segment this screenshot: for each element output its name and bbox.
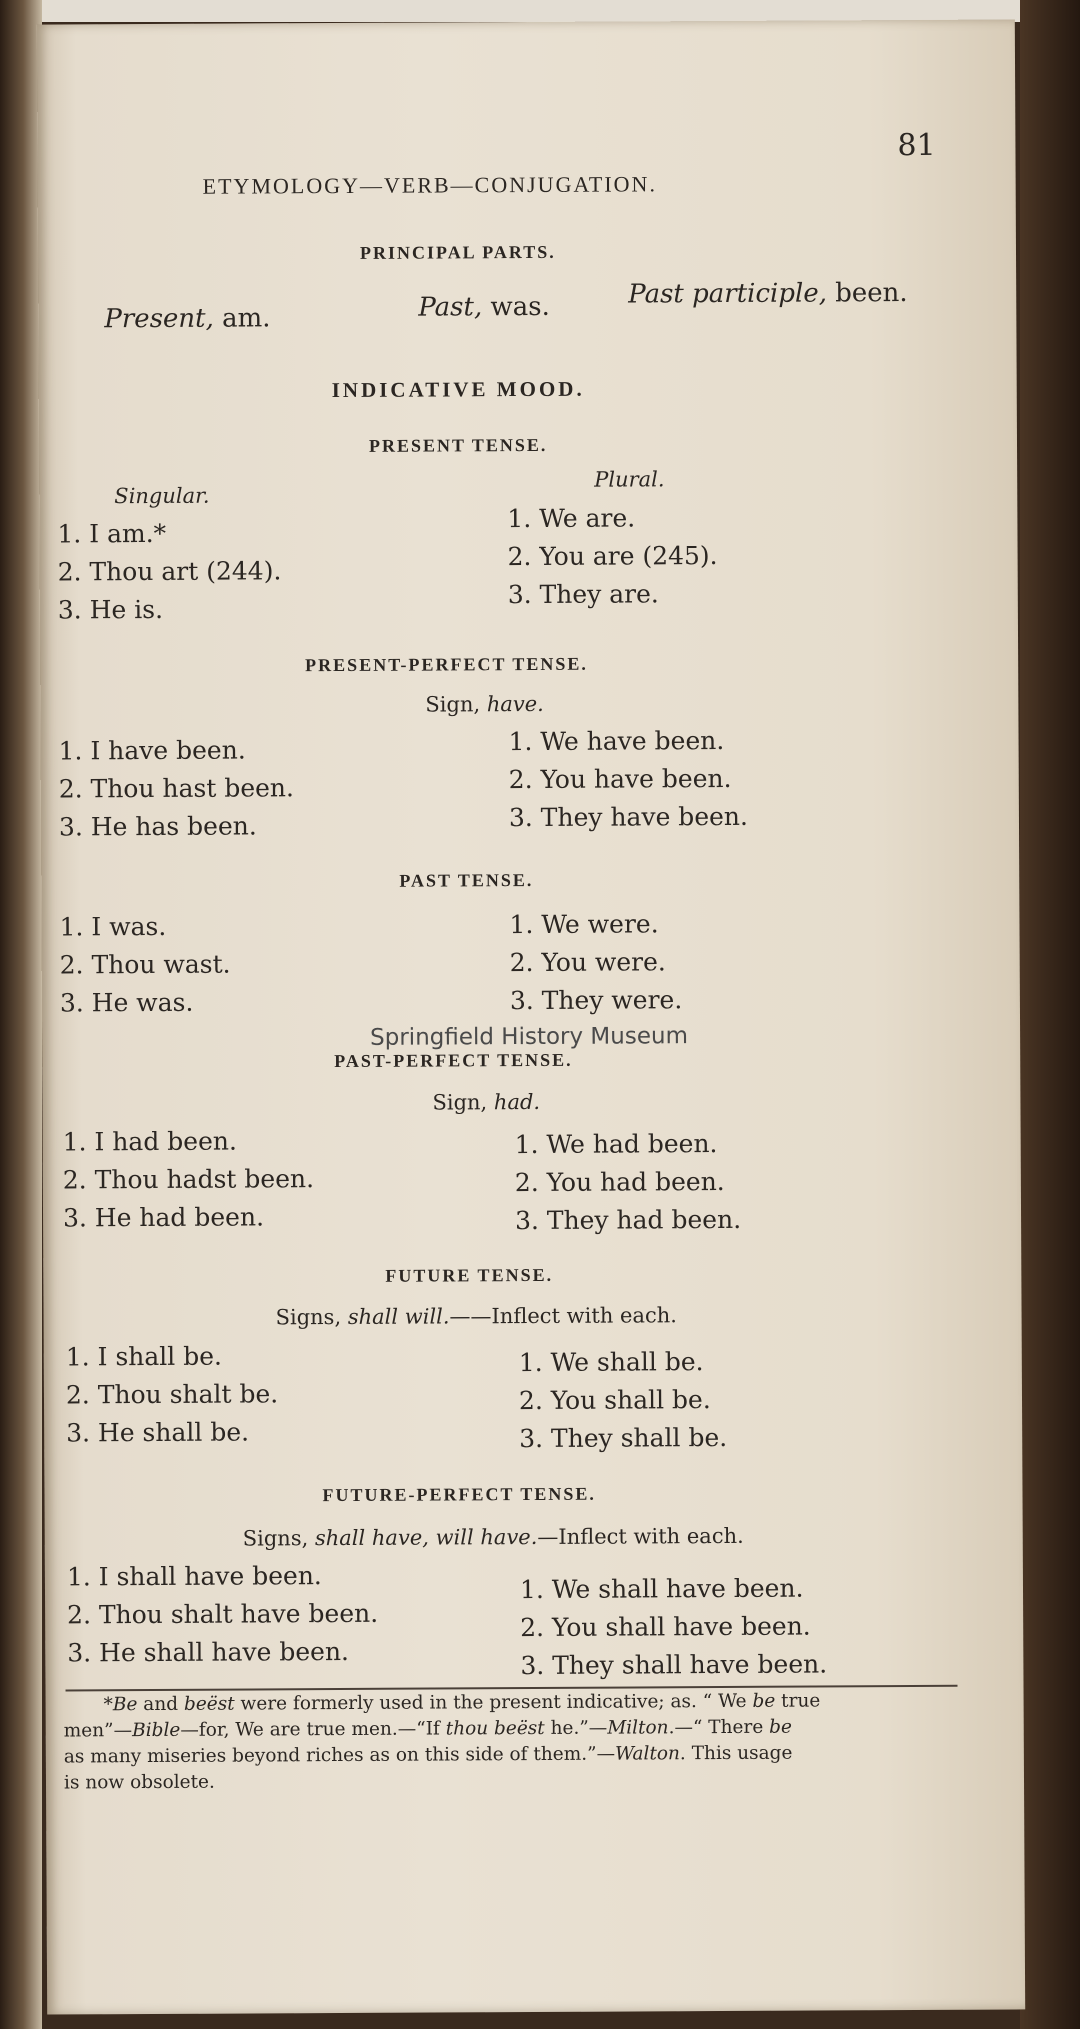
future-tense-heading: FUTURE TENSE. [385, 1264, 554, 1286]
conjugation-line: 3. They shall have been. [520, 1649, 828, 1681]
watermark: Springfield History Museum [370, 1023, 689, 1051]
present-perfect-sign: Sign, have. [425, 691, 544, 717]
conjugation-line: 1. I shall have been. [66, 1561, 322, 1592]
principal-part-present: Present, am. [104, 303, 271, 335]
conjugation-line: 2. Thou shalt have been. [67, 1598, 379, 1630]
conjugation-line: 1. We shall have been. [519, 1573, 804, 1605]
principal-part-past: Past, was. [418, 291, 550, 323]
book-spine [0, 0, 42, 2029]
conjugation-line: 2. You have been. [508, 763, 732, 795]
conjugation-line: 3. He shall have been. [67, 1636, 350, 1668]
conjugation-line: 2. You had been. [514, 1166, 725, 1198]
conjugation-line: 2. You were. [509, 947, 666, 978]
past-perfect-sign: Sign, had. [432, 1089, 541, 1115]
principal-part-participle: Past participle, been. [628, 278, 908, 310]
conjugation-line: 1. I had been. [62, 1126, 237, 1157]
conjugation-line: 2. Thou shalt be. [65, 1379, 279, 1410]
conjugation-line: 3. He is. [57, 594, 164, 625]
conjugation-line: 3. They had been. [514, 1204, 742, 1236]
conjugation-line: 3. They have been. [508, 801, 748, 833]
book-page [37, 19, 1025, 2014]
conjugation-line: 1. We were. [509, 909, 659, 940]
footnote-line: *Be and beëst were formerly used in the present indicative; as. “ We be true [103, 1690, 821, 1716]
footnote-line: as many miseries beyond riches as on this side of them.”—Walton. This usage [63, 1742, 793, 1768]
conjugation-line: 3. He has been. [58, 811, 257, 842]
future-perfect-sign: Signs, shall have, will have.—Inflect with each. [242, 1523, 744, 1551]
footnote-line: men”—Bible—for, We are true men.—“If thou beëst he.”—Milton.—“ There be [63, 1716, 792, 1742]
conjugation-line: 2. Thou wast. [59, 949, 231, 980]
principal-parts-heading: PRINCIPAL PARTS. [359, 241, 556, 263]
conjugation-line: 2. Thou art (244). [57, 556, 282, 587]
conjugation-line: 2. Thou hast been. [58, 773, 295, 804]
conjugation-line: 1. We shall be. [518, 1347, 704, 1378]
conjugation-line: 1. I shall be. [65, 1341, 222, 1372]
conjugation-line: 3. He had been. [62, 1202, 265, 1233]
conjugation-line: 1. We have been. [508, 725, 725, 757]
future-perfect-heading: FUTURE-PERFECT TENSE. [322, 1483, 596, 1506]
past-perfect-heading: PAST-PERFECT TENSE. [334, 1049, 573, 1072]
page-number: 81 [897, 127, 936, 164]
conjugation-line: 3. They were. [509, 985, 683, 1016]
background-top [0, 0, 1080, 22]
conjugation-line: 1. I have been. [58, 735, 246, 766]
conjugation-line: 3. He shall be. [66, 1417, 250, 1448]
book-edge [1020, 0, 1080, 2029]
footnote-line: is now obsolete. [63, 1771, 215, 1794]
conjugation-line: 3. He was. [59, 987, 194, 1018]
conjugation-line: 1. We are. [507, 503, 636, 534]
conjugation-line: 2. You are (245). [507, 541, 718, 572]
conjugation-line: 1. I was. [59, 911, 167, 942]
conjugation-line: 2. You shall be. [518, 1385, 711, 1416]
plural-label: Plural. [594, 467, 665, 492]
conjugation-line: 2. Thou hadst been. [62, 1164, 315, 1195]
conjugation-line: 3. They are. [507, 579, 659, 610]
present-tense-heading: PRESENT TENSE. [368, 434, 548, 456]
conjugation-line: 3. They shall be. [519, 1422, 728, 1454]
mood-heading: INDICATIVE MOOD. [331, 376, 585, 403]
conjugation-line: 2. You shall have been. [520, 1611, 811, 1643]
future-sign: Signs, shall will.——Inflect with each. [275, 1303, 677, 1330]
conjugation-line: 1. I am.* [57, 518, 167, 549]
footnote [64, 1688, 965, 1797]
present-perfect-heading: PRESENT-PERFECT TENSE. [305, 653, 588, 676]
past-tense-heading: PAST TENSE. [399, 869, 534, 891]
singular-label: Singular. [114, 483, 210, 509]
running-head: ETYMOLOGY—VERB—CONJUGATION. [202, 171, 657, 199]
conjugation-line: 1. We had been. [514, 1129, 718, 1160]
